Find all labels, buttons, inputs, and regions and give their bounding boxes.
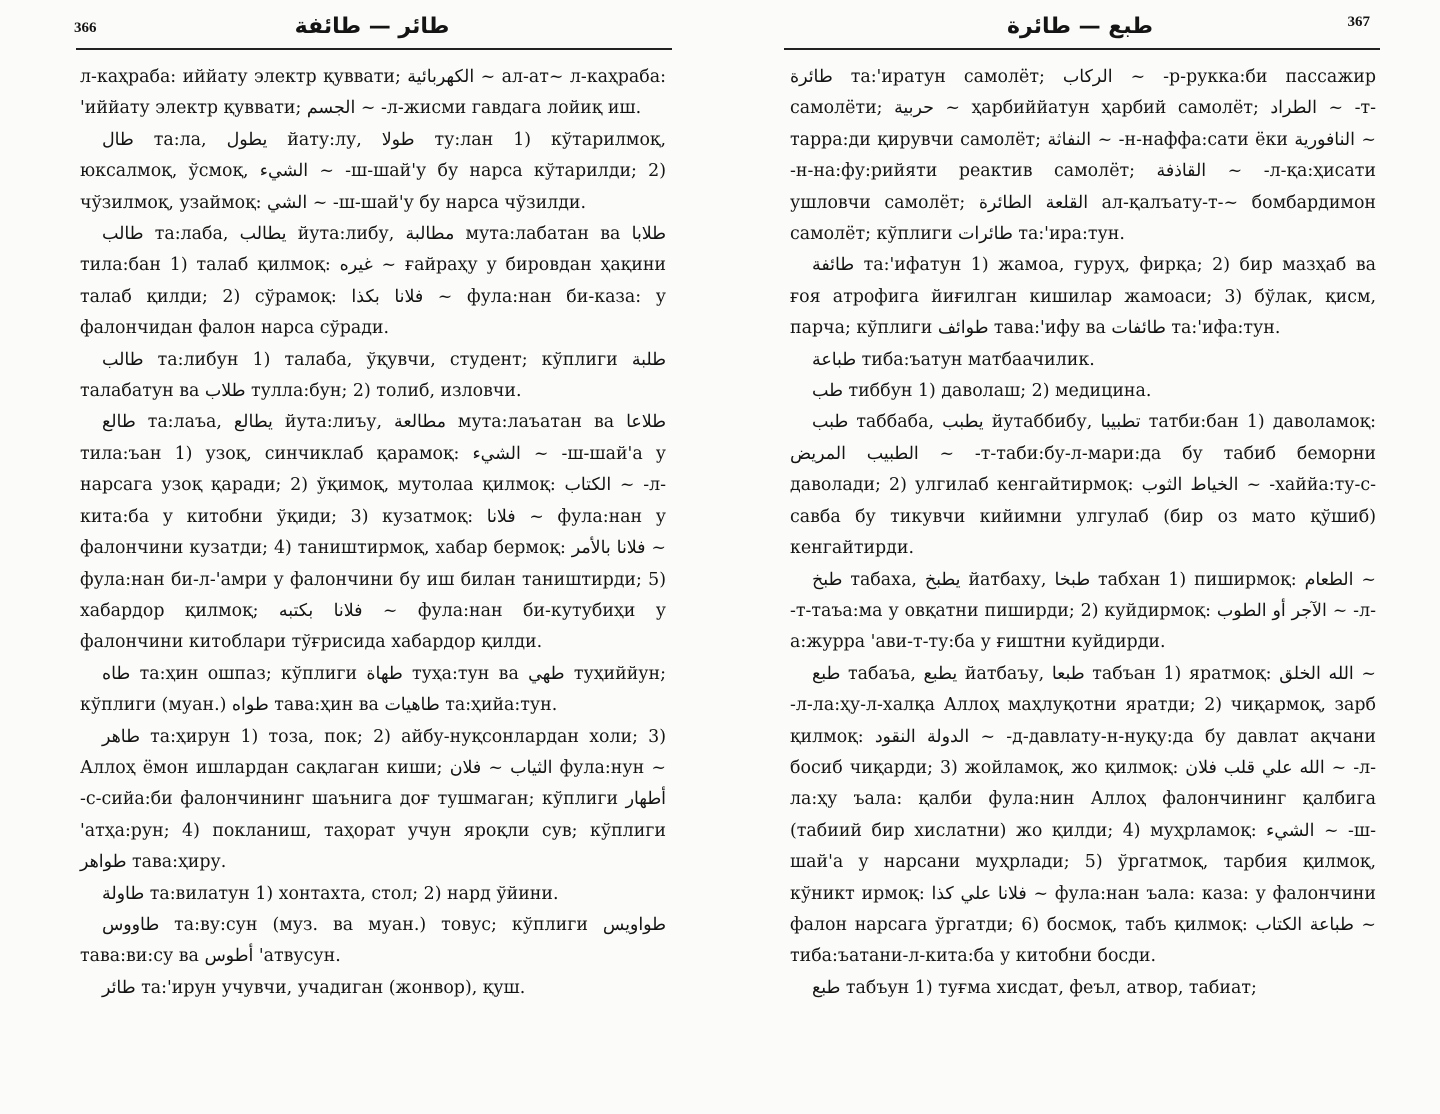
dictionary-entry: طبخ табаха, يطبخ йатбаху, طبخا табхан 1) пиширмоқ: الطعام ~ -т-таъа:ма у овқатни пиширди; 2) куйдирмоқ: الآجر أو الطوب ~ -л-а:журра 'ави-т-ту:ба у ғиштни куйдирди. [790,569,1377,653]
running-header: طبع — طائرة [1007,14,1153,39]
dictionary-entry: طائفة та:'ифатун 1) жамоа, гуруҳ, фирқа; 2) бир мазҳаб ва ғоя атрофига йиғилган кишилар жамоаси; 3) бўлак, қисм, парча; кўплиги طوائف тава:'ифу ва طائفات та:'ифа:тун. [790,255,1376,339]
dictionary-entry: طاووس та:ву:сун (муз. ва муан.) товус; кўплиги طواويس тава:ви:су ва أطوس 'атвусун. [80,914,666,967]
dictionary-entry: طبع табъун 1) туғма хисдат, феъл, атвор, табиат; [812,977,1257,998]
left-page [62,0,682,1114]
dictionary-entry: طائرة та:'иратун самолёт; الركاب ~ -р-рукка:би пассажир самолёти; حربية ~ ҳарбиййатун ҳарбий самолёт; الطراد ~ -т-тарра:ди қирувчи самолёт; النفاثة ~ -н-наффа:сати ёки النافورية ~ -н-на:фу:рийяти реактив самолёт; القاذفة ~ -л-қа:ҳисати ушловчи самолёт; القلعة الطائرة ал-қалъату-т-~ бомбардимон самолёт; кўплиги طائرات та:'ира:тун. [790,67,1377,245]
dictionary-entry: طبع табаъа, يطبع йатбаъу, طبعا табъан 1) яратмоқ: الله الخلق ~ -л-ла:ҳу-л-халқа Аллоҳ маҳлуқотни яратди; 2) чиқармоқ, зарб қилмоқ: الدولة النقود ~ -д-давлату-н-нуқу:да бу давлат ақчани босиб чиқарди; 3) жойламоқ, жо қилмоқ: الله علي قلب فلان ~ -л-ла:ҳу ъала: қалби фула:нин Аллоҳ фалончининг қалбига (табиий бир хислатни) жо қилди; 4) муҳрламоқ: الشيء ~ -ш-шай'а у нарсани муҳрлади; 5) ўргатмоқ, тарбия қилмоқ, кўникт ирмоқ: فلانا علي كذا ~ фула:нан ъала: каза: у фалончини фалон нарсага ўргатди; 6) босмоқ, табъ қилмоқ: طباعة الكتاب ~ тиба:ъатани-л-кита:ба у китобни босди. [790,663,1376,967]
dictionary-entry: طاه та:ҳин ошпаз; кўплиги طهاة туҳа:тун ва طهي туҳиййун; кўплиги (муан.) طواه тава:ҳин ва طاهيات та:ҳийа:тун. [80,663,666,716]
header-rule [76,48,672,50]
page-body [80,62,666,1004]
dictionary-entry: طائر та:'ирун учувчи, учадиган (жонвор), қуш. [102,977,526,998]
header-rule [784,48,1380,50]
page-number: 367 [1347,14,1370,30]
dictionary-entry: طاولة та:вилатун 1) хонтахта, стол; 2) нард ўйини. [102,883,559,904]
page-number: 366 [74,20,97,36]
page-body [790,62,1376,1004]
dictionary-entry: طب тиббун 1) даволаш; 2) медицина. [812,381,1152,402]
dictionary-entry: طباعة тиба:ъатун матбаачилик. [812,349,1095,370]
running-header: طائر — طائفة [294,14,450,39]
right-page [780,0,1380,1114]
dictionary-entry: طاهر та:ҳирун 1) тоза, пок; 2) айбу-нуқсонлардан холи; 3) Аллоҳ ёмон ишлардан сақлаган киши; الثياب ~ فلان фула:нун ~ -с-сийа:би фалончининг шаънига доғ тушмаган; кўплиги أطهار 'атҳа:рун; 4) покланиш, таҳорат учун яроқли сув; кўплиги طواهر тава:ҳиру. [80,726,666,873]
dictionary-entry: طبب таббаба, يطبب йутаббибу, تطبيبا татби:бан 1) даволамоқ: الطبيب المريض ~ -т-таби:бу-л-мари:да бу табиб беморни даволади; 2) улгилаб кенгайтирмоқ: الخياط الثوب ~ -хаййа:ту-с-савба бу тикувчи кийимни улгулаб (бир оз мато қўшиб) кенгайтирди. [790,412,1376,559]
dictionary-entry: л-каҳраба: иййату электр қуввати; الكهربائية ~ ал-ат~ л-каҳраба: 'иййату электр қуввати; الجسم ~ -л-жисми гавдага лойиқ иш. [80,67,666,119]
dictionary-entry: طالب та:либун 1) талаба, ўқувчи, студент; кўплиги طلبة талабатун ва طلاب тулла:бун; 2) толиб, изловчи. [80,349,666,402]
dictionary-entry: طالع та:лаъа, يطالع йута:лиъу, مطالعة мута:лаъатан ва طلاعا тила:ъан 1) узоқ, синчиклаб қарамоқ: الشيء ~ -ш-шай'а у нарсага узоқ қаради; 2) ўқимоқ, мутолаа қилмоқ: الكتاب ~ -л-кита:ба у китобни ўқиди; 3) кузатмоқ: فلانا ~ фула:нан у фалончини кузатди; 4) таништирмоқ, хабар бермоқ: فلانا بالأمر ~ фула:нан би-л-'амри у фалончини бу иш билан таништирди; 5) хабардор қилмоқ; فلانا بكتبه ~ фула:нан би-кутубиҳи у фалончини китоблари тўғрисида хабардор қилди. [80,412,666,653]
dictionary-entry: طالب та:лаба, يطالب йута:либу, مطالبة мута:лабатан ва طلابا тила:бан 1) талаб қилмоқ: غيره ~ ғайраҳу у бировдан ҳақини талаб қилди; 2) сўрамоқ: فلانا بكذا ~ фула:нан би-каза: у фалончидан фалон нарса сўради. [80,224,666,339]
dictionary-entry: طال та:ла, يطول йату:лу, طولا ту:лан 1) кўтарилмоқ, юксалмоқ, ўсмоқ, الشيء ~ -ш-шай'у бу нарса кўтарилди; 2) чўзилмоқ, узаймоқ: الشي ~ -ш-шай'у бу нарса чўзилди. [80,129,666,213]
